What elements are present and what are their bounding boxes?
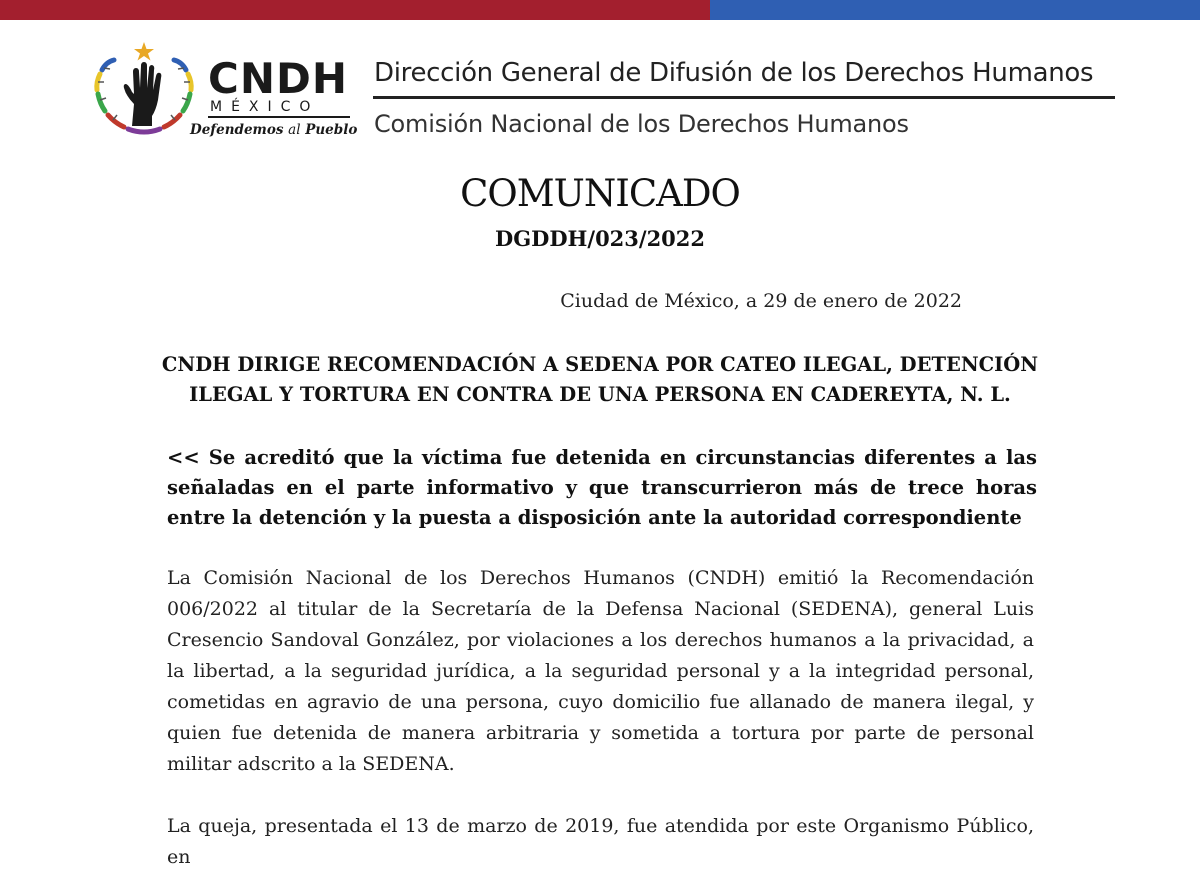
body-paragraph-2: La queja, presentada el 13 de marzo de 2019, fue atendida por este Organismo Público, en: [167, 815, 1034, 868]
press-headline: CNDH DIRIGE RECOMENDACIÓN A SEDENA POR CATEO ILEGAL, DETENCIÓN ILEGAL Y TORTURA EN CONTRA DE UNA PERSONA EN CADEREYTA, N. L.: [161, 353, 1039, 406]
logo-country: MÉXICO: [210, 99, 320, 115]
cndh-logo: [88, 38, 358, 148]
logo-wordmark: CNDH: [208, 54, 348, 103]
document-number: DGDDH/023/2022: [494, 226, 706, 251]
logo-motto: [190, 122, 357, 138]
header-divider: [373, 96, 1115, 99]
raised-hand-laurel-icon: [88, 38, 200, 146]
org-title: Dirección General de Difusión de los Derechos Humanos: [374, 58, 1094, 88]
top-color-bar: [0, 0, 1200, 20]
logo-rule: [208, 116, 350, 118]
press-lede: << Se acreditó que la víctima fue detenida en circunstancias diferentes a las señaladas en el parte informativo y que transcurrieron más de trece horas entre la detención y la puesta a disposición ante la autoridad correspondiente: [167, 446, 1037, 529]
document-title: COMUNICADO: [460, 172, 740, 215]
top-bar-blue-segment: [710, 0, 1200, 20]
top-bar-red-segment: [0, 0, 710, 20]
document-date: Ciudad de México, a 29 de enero de 2022: [560, 290, 962, 312]
logo-motto-word-1: Defendemos: [190, 122, 284, 138]
body-paragraph-1: La Comisión Nacional de los Derechos Humanos (CNDH) emitió la Recomendación 006/2022 al titular de la Secretaría de la Defensa Nacional (SEDENA), general Luis Cresencio Sandoval González, por violaciones a los derechos humanos a la privacidad, a la libertad, a la seguridad jurídica, a la seguridad personal y a la integridad personal, cometidas en agravio de una persona, cuyo domicilio fue allanado de manera ilegal, y quien fue detenida de manera arbitraria y sometida a tortura por parte de personal militar adscrito a la SEDENA.: [167, 567, 1034, 775]
logo-motto-word-3: Pueblo: [305, 122, 358, 138]
org-subtitle: Comisión Nacional de los Derechos Humanos: [374, 110, 909, 138]
logo-motto-word-2: al: [288, 122, 301, 138]
